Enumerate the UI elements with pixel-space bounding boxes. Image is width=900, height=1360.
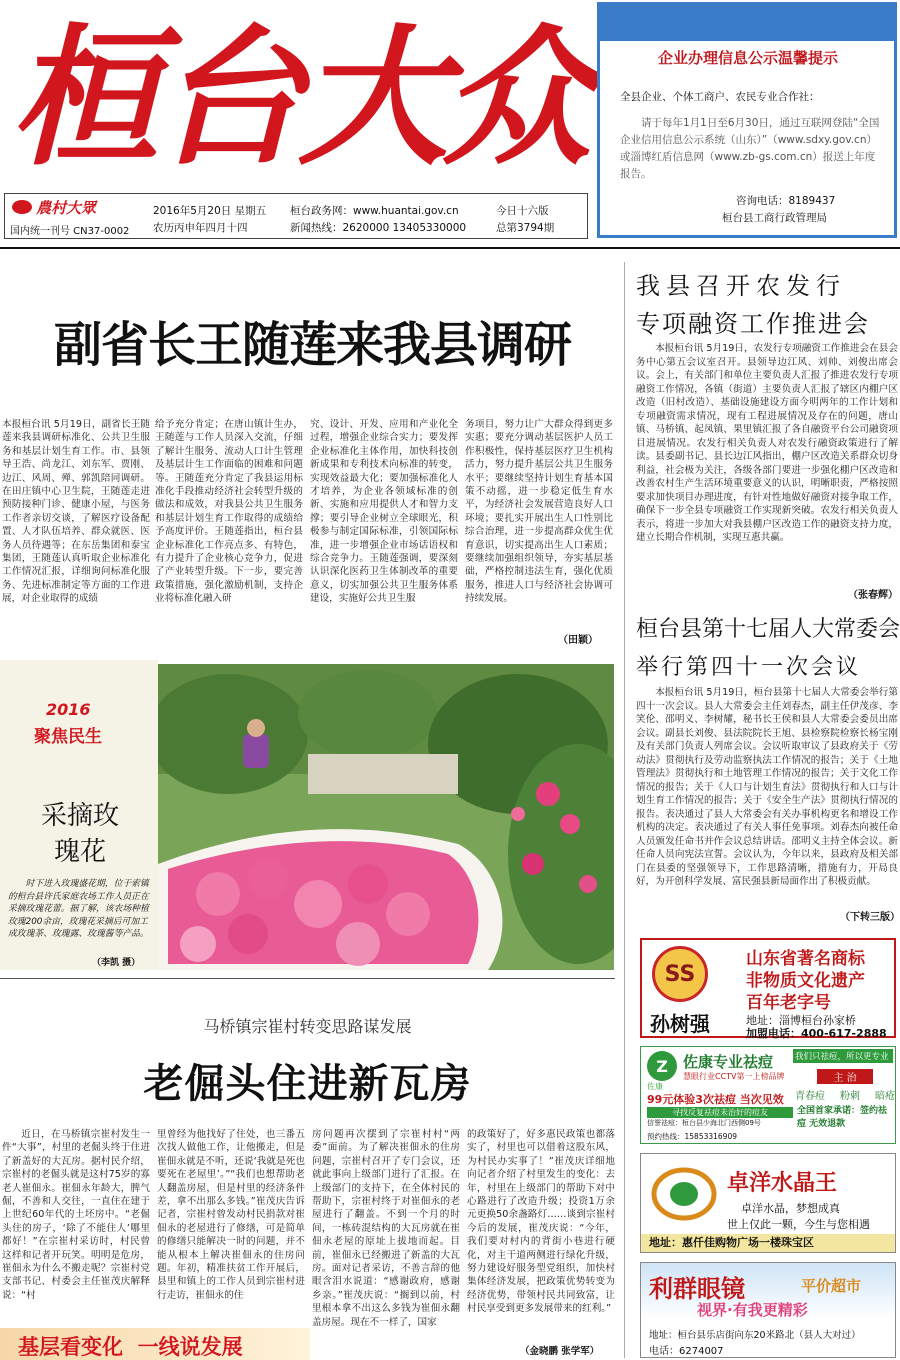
ad2-logo: 佐康 xyxy=(647,1082,663,1091)
right1-headline-line1: 我县召开农发行 xyxy=(636,272,846,300)
right2-headline-line1: 桓台县第十七届人大常委会 xyxy=(636,617,900,642)
lunar-date: 农历丙申年四月十四 xyxy=(153,222,248,234)
brand-logo-icon: SS xyxy=(652,946,708,1002)
ad3-name: 卓洋水晶王 xyxy=(727,1171,838,1196)
lead-headline: 副省长王随莲来我县调研 xyxy=(53,317,571,373)
issue-date: 2016年5月20日 星期五 xyxy=(153,205,267,217)
portal-link[interactable]: 桓台政务网：www.huantai.gov.cn xyxy=(290,205,459,217)
ad-zhuoyang[interactable] xyxy=(640,1153,896,1253)
lead-col-2: 给予充分肯定；在唐山镇计生办，王随莲与工作人员深入交流，仔细了解计生服务、流动人口计生管理及基层计生工作面临的困难和问题等。王随莲充分肯定了我县运用标准化手段推动经济社会转型升级的做法和成效，对我县公共卫生服务和基层计划生育工作取得的成绩给予高度评价。王随莲指出，桓台县企业标准化工作亮点多、有特色，有力提升了企业核心竞争力，促进了产业转型升级。下一步，要完善政策措施，强化激励机制，支持企业将标准化融入研 xyxy=(155,419,303,605)
notice-intro: 全县企业、个体工商户、农民专业合作社： xyxy=(620,91,820,103)
photo-sidebar xyxy=(0,660,158,970)
lead-col-4: 务项目，努力让广大群众得到更多实惠；要充分调动基层医护人员工作积极性，保持基层医疗卫生机构活力，努力提升基层公共卫生服务水平；要继续坚持计划生育基本国策不动摇，进一步稳定低生育水平，为经济社会发展营造良好人口环境；要扎实开展出生人口性别比综合治理，进一步提高群众优生优育意识，切实提高出生人口素质；要继续加强组织领导，夯实基层基础，严格控制违法生育，强化优质服务，推进人口与经济社会协调可持续发展。 xyxy=(465,419,613,605)
ad4-addr: 地址：桓台县乐店街向东20米路北（县人大对过） xyxy=(649,1330,861,1341)
notice-title: 企业办理信息公示温馨提示 xyxy=(657,49,838,67)
ad2-title: 佐康专业祛痘 xyxy=(683,1053,774,1071)
ad4-slogan: 视界·有我更精彩 xyxy=(697,1301,808,1319)
ad2-zhuzhi: 主 治 xyxy=(817,1069,873,1084)
ad2-item: 青春痘 xyxy=(795,1091,825,1102)
ad1-line3: 百年老字号 xyxy=(746,993,831,1013)
ad4-tag: 平价超市 xyxy=(801,1277,862,1295)
right2-body: 本报桓台讯 5月19日，桓台县第十七届人大常委会举行第四十一次会议。县人大常委会主任刘春杰，副主任伊茂彦、李笑伦、邵明义、李树耀，秘书长王侯和县人大常委会委员出席会议。副县长刘俊、县法院院长王旭、县检察院检察长杨宝刚及有关部门负责人列席会议。会议听取审议了县政府关于《劳动法》贯彻执行及劳动监察执法工作情况的报告；关于《土地管理法》贯彻执行和土地管理工作情况的报告；关于文化工作情况的报告；关于《人口与计划生育法》贯彻执行和人口与计划生育工作情况的报告；关于《安全生产法》贯彻执行情况的报告。表决通过了县人大常委会有关办事机构更名和增设工作机构的决定。表决通过了有关人事任免事项。刘春杰向被任命人员颁发任命书并作会议总结讲话。邵明义主持全体会议。新任命人员向宪法宣誓。会议认为，今年以来，县政府及相关部门在县委的坚强领导下，工作思路清晰，措施有力，开局良好，为开创科学发展、富民强县新局面作出了积极贡献。 xyxy=(636,687,898,887)
ad-zuokang[interactable] xyxy=(640,1046,896,1144)
masthead-title: 桓台大众 xyxy=(10,10,587,186)
right1-body: 本报桓台讯 5月19日，农发行专项融资工作推进会在县会务中心第五会议室召开。县领导边江风、刘帅、刘俊出席会议。会上，有关部门和单位主要负责人汇报了推进农发行专项融资工作情况，各镇（街道）主要负责人汇报了辖区内棚户区改造（旧村改造）、基础设施建设方面今明两年的工作计划和专项融资需求情况，现有工程进展情况及存在的问题，唐山镇、马桥镇、起凤镇、果里镇汇报了各自融资平台公司融资项目进展情况。农发行相关负责人对农发行融资政策进行了解读。县委副书记、县长边江风指出，棚户区改造关系群众切身利益，社会极为关注，各级各部门要进一步强化棚户区改造和改善农村生产生活环境重要意义的认识，明晰职责，严格按照要求加快项目办理进度，有针对性地做好融资对接争取工作，确保下一步全县专项融资工作实现新突破。农发行相关负责人表示，将进一步加大对我县棚户区改造工作的融资支持力度，建立长期合作机制，实现互惠共赢。 xyxy=(636,343,898,543)
issue-number: 总第3794期 xyxy=(496,222,555,234)
page-count: 今日十六版 xyxy=(496,205,549,217)
photo-byline: （李凯 摄） xyxy=(92,958,141,968)
rose-photo xyxy=(158,664,614,970)
ad2-tip: 寻找反复祛痘未治好的痘友 xyxy=(647,1107,793,1118)
ad4-name: 利群眼镜 xyxy=(649,1275,745,1303)
story2-col-4: 的政策好了，好多惠民政策也都落实了，村里也可以借着这股东风，为村民办实事了！”崔茂庆详细地向记者介绍了村里发生的变化：去年，村里在上级部门的帮助下对中心路进行了改造升级；投资1万余元更换50余盏路灯……谈到宗崔村今后的发展，崔茂庆说：“今年，我们要对村内的背街小巷进行硬化，对主干道两侧进行绿化升级，努力建设好服务型党组织，加快村集体经济发展，把政策优势转变为经济优势，带领村民共同致富，让村民享受到更多发展带来的红利。” xyxy=(467,1129,615,1315)
photo-caption: 时下进入玫瑰盛花期，位于索镇的桓台县许氏家庭农场工作人员正在采摘玫瑰花蕾。据了解，该农场种植玫瑰200余亩，玫瑰花采摘后可加工成玫瑰茶、玫瑰露、玫瑰酱等产品。 xyxy=(8,879,149,939)
zuokang-logo-icon: Z xyxy=(647,1051,677,1081)
ad4-phone: 电话：6274007 xyxy=(649,1346,724,1357)
lead-col-1: 本报桓台讯 5月19日，副省长王随莲来我县调研标准化、公共卫生服务和基层计划生育工作。市、县领导王浩、尚龙江、刘东军、贾刚、边江、风周、殚、郭凯陪同调研。在田庄镇中心卫生院，王随莲走进预防接种门诊、健康小屋，与医务工作者亲切交谈，了解医疗设备配置、人才队伍培养、群众就医、医务人员待遇等；在东岳集团和泰宝集团，王随莲认真听取企业标准化工作情况汇报，详细询问标准化服务、先进标准制定等方面的工作进展，对企业取得的成绩 xyxy=(2,419,150,605)
badge-text: 聚焦民生 xyxy=(34,727,102,747)
ad2-addr: 信誉祛痘：桓台县少海北门西侧09号 xyxy=(647,1119,761,1127)
photo-title: 采摘玫瑰花 xyxy=(40,801,119,867)
feature-badge xyxy=(34,700,126,746)
ad2-item: 暗疮 xyxy=(875,1091,895,1102)
masthead xyxy=(0,0,592,245)
story2-kicker: 马桥镇宗崔村转变思路谋发展 xyxy=(203,1017,412,1036)
sub-logo-icon xyxy=(12,200,32,214)
ad3-addr: 地址：惠仟佳购物广场一楼珠宝区 xyxy=(641,1234,895,1252)
story2-col-1: 近日，在马桥镇宗崔村发生一件“大事”，村里的老倔头终于住进了新盖好的大瓦房。据村民介绍，宗崔村的老倔头就是这村75岁的寡老人崔佃永。崔佃永年龄大，脾气倔，不善和人交往，一直住在建于上世纪60年代的土坯房中。“老倔头住的房子，‘除了不能住人’哪里都好！”在宗崔村采访时，村民曾这样和记者开玩笑。明明是危房，崔佃永为什么不搬走呢？宗崔村党支部书记、村委会主任崔茂庆解释说：“村 xyxy=(2,1129,150,1301)
ad1-brand: 孙树强 xyxy=(650,1012,710,1036)
ad3-slogan2: 世上仅此一颗，今生与您相遇 xyxy=(727,1218,870,1231)
ad2-item: 粉刺 xyxy=(840,1091,860,1102)
cn-code: 国内统一刊号 CN37-0002 xyxy=(10,226,130,237)
right1-headline-line2: 专项融资工作推进会 xyxy=(636,310,870,338)
story2-col-3: 房问题再次摆到了宗崔村村“两委”面前。为了解决崔佃永的住房问题，宗崔村召开了专门会议，还就此事向上级部门进行了汇报。在上级部门的支持下，在全体村民的帮助下，宗崔村终于对崔佃永的老屋进行了翻盖。不到一个月的时间，一栋砖混结构的大瓦房就在崔佃永老屋的原址上拔地而起。目前，崔佃永已经搬进了新盖的大瓦房。面对记者采访，不善言辞的他眼含泪水说道：“感谢政府，感谢乡亲。”崔茂庆说：“搁到以前，村里根本拿不出这么多钱为崔佃永翻盖房屋。现在不一样了，国家 xyxy=(312,1129,460,1328)
ad2-right-top: 我们只祛痘，所以更专业 xyxy=(793,1049,893,1063)
ad2-deal: 99元体验3次祛痘 当次见效 xyxy=(647,1093,784,1106)
ad2-promise: 全国首家承诺：签约祛痘 无效退款 xyxy=(797,1106,888,1129)
ad1-line2: 非物质文化遗产 xyxy=(746,971,865,991)
ad2-sub: 慧眼行业CCTV第一上榜品牌 xyxy=(683,1072,785,1081)
lead-col-3: 究、设计、开发、应用和产业化全过程，增强企业综合实力；要发挥企业标准化主体作用，加快科技创新成果和专利技术向标准的转变，实现效益最大化；要加强标准化人才培养，为企业各领域标准的创新、实施和应用提供人才和智力支撑；要引导企业树立全球眼光，积极参与制定国际标准，引领国际标准，进一步增强企业市场话语权和综合竞争力。王随莲强调，要深刻认识深化医药卫生体制改革的重要意义，切实加强公共卫生服务体系建设，实施好公共卫生服 xyxy=(310,419,458,605)
ad1-phone-label: 加盟电话： xyxy=(746,1027,801,1040)
ad-sunshuqiang[interactable] xyxy=(640,938,896,1038)
notice-org: 桓台县工商行政管理局 xyxy=(722,212,827,224)
ad-liqun[interactable] xyxy=(640,1262,896,1358)
story2-headline: 老倔头住进新瓦房 xyxy=(143,1060,472,1107)
ad3-slogan1: 卓洋水晶，梦想成真 xyxy=(741,1202,840,1215)
ad1-line1: 山东省著名商标 xyxy=(746,949,865,969)
notice-box xyxy=(597,2,897,238)
crystal-logo-icon xyxy=(649,1164,719,1224)
badge-year: 2016 xyxy=(46,700,91,719)
right1-byline: （张春辉） xyxy=(848,590,898,601)
ad2-items xyxy=(795,1087,895,1102)
news-hotline: 新闻热线：2620000 13405330000 xyxy=(290,222,467,234)
story2-col-2: 里曾经为他找好了住处，也三番五次找人做他工作，让他搬走，但是崔佃永就是不听，还说‘我就是死也要死在老屋里’。”“我们也想帮助老人翻盖房屋，但是村里的经济条件差，拿不出那么多钱。”崔茂庆告诉记者，宗崔村曾发动村民捐款对崔佃永的老屋进行了修缮，可是简单的修缮只能解决一时的问题，并不能从根本上解决崔佃永的住房问题。年初，精准扶贫工作开展后，县里和镇上的工作人员到宗崔村进行走访，崔佃永的住 xyxy=(157,1129,305,1301)
right2-byline: （下转三版） xyxy=(840,912,900,923)
ad1-addr-label: 地址： xyxy=(746,1014,779,1027)
notice-phone: 咨询电话：8189437 xyxy=(736,195,836,207)
footer-banner: 基层看变化 一线说发展 xyxy=(0,1328,310,1360)
lead-byline: （田颖） xyxy=(558,635,598,646)
ad2-hotline: 预约热线：15853316909 xyxy=(647,1132,737,1141)
ad1-phone: 400-617-2888 xyxy=(801,1027,887,1040)
sub-logo: 農村大眾 xyxy=(12,197,142,217)
rose-photo-image xyxy=(158,664,614,970)
right2-headline-line2: 举行第四十一次会议 xyxy=(636,655,862,680)
ad1-addr: 淄博桓台孙家桥 xyxy=(779,1014,856,1027)
story2-byline: （金晓鹏 张学军） xyxy=(520,1346,600,1357)
notice-body: 请于每年1月1日至6月30日，通过互联网登陆“全国企业信用信息公示系统（山东）”（www.sdxy.gov.cn）或淄博红盾信息网（www.zb-gs.com.cn）报送上年度报告。 xyxy=(620,117,880,180)
